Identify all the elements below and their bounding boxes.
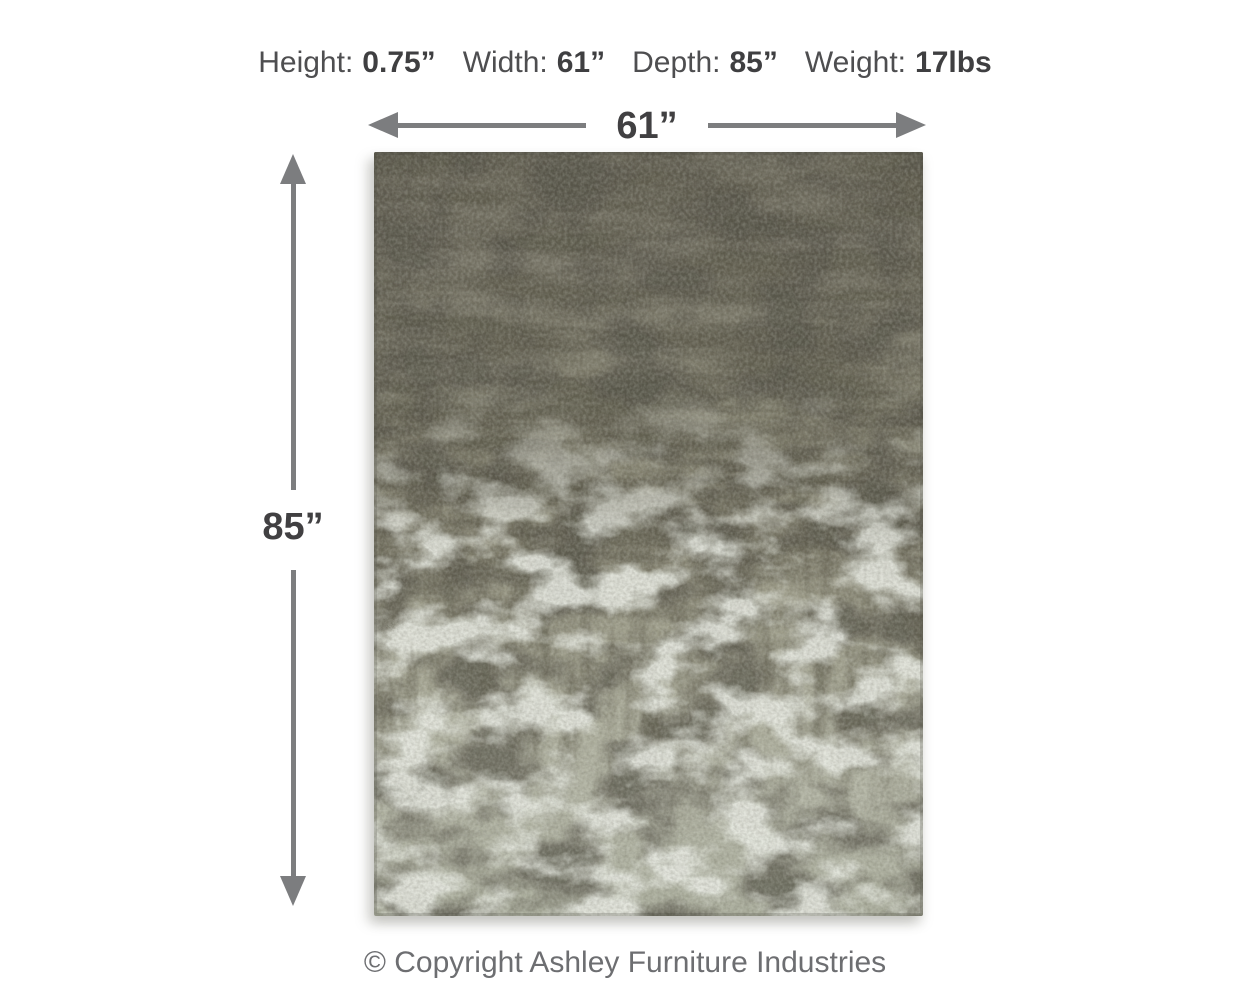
- spec-weight-value: 17lbs: [915, 46, 992, 79]
- spec-width: [463, 46, 605, 81]
- height-dimension: [257, 154, 329, 906]
- spec-width-value: 61”: [556, 46, 606, 79]
- rug-photo: [374, 152, 923, 916]
- width-dimension-line-left: [397, 123, 586, 128]
- height-dimension-label: 85”: [262, 506, 324, 548]
- arrowhead-down-icon: [280, 876, 306, 906]
- arrowhead-right-icon: [896, 112, 926, 138]
- arrowhead-left-icon: [368, 112, 398, 138]
- spec-depth-value: 85”: [729, 46, 778, 79]
- spec-height-value: 0.75”: [362, 46, 436, 79]
- copyright-notice: © Copyright Ashley Furniture Industries: [363, 946, 887, 979]
- rug-texture-graphic: [374, 152, 923, 916]
- spec-weight-label: Weight:: [804, 46, 907, 79]
- spec-height: [258, 46, 435, 81]
- spec-width-label: Width:: [462, 46, 548, 79]
- arrowhead-up-icon: [280, 154, 306, 184]
- spec-weight: [805, 46, 992, 81]
- width-dimension-label: 61”: [616, 105, 678, 147]
- width-dimension: [368, 105, 926, 147]
- spec-summary: [0, 46, 1250, 81]
- height-dimension-line-top: [291, 183, 296, 490]
- height-dimension-line-bottom: [291, 570, 296, 877]
- width-dimension-line-right: [708, 123, 897, 128]
- spec-depth: [632, 46, 778, 81]
- spec-depth-label: Depth:: [632, 46, 721, 79]
- spec-height-label: Height:: [258, 46, 354, 79]
